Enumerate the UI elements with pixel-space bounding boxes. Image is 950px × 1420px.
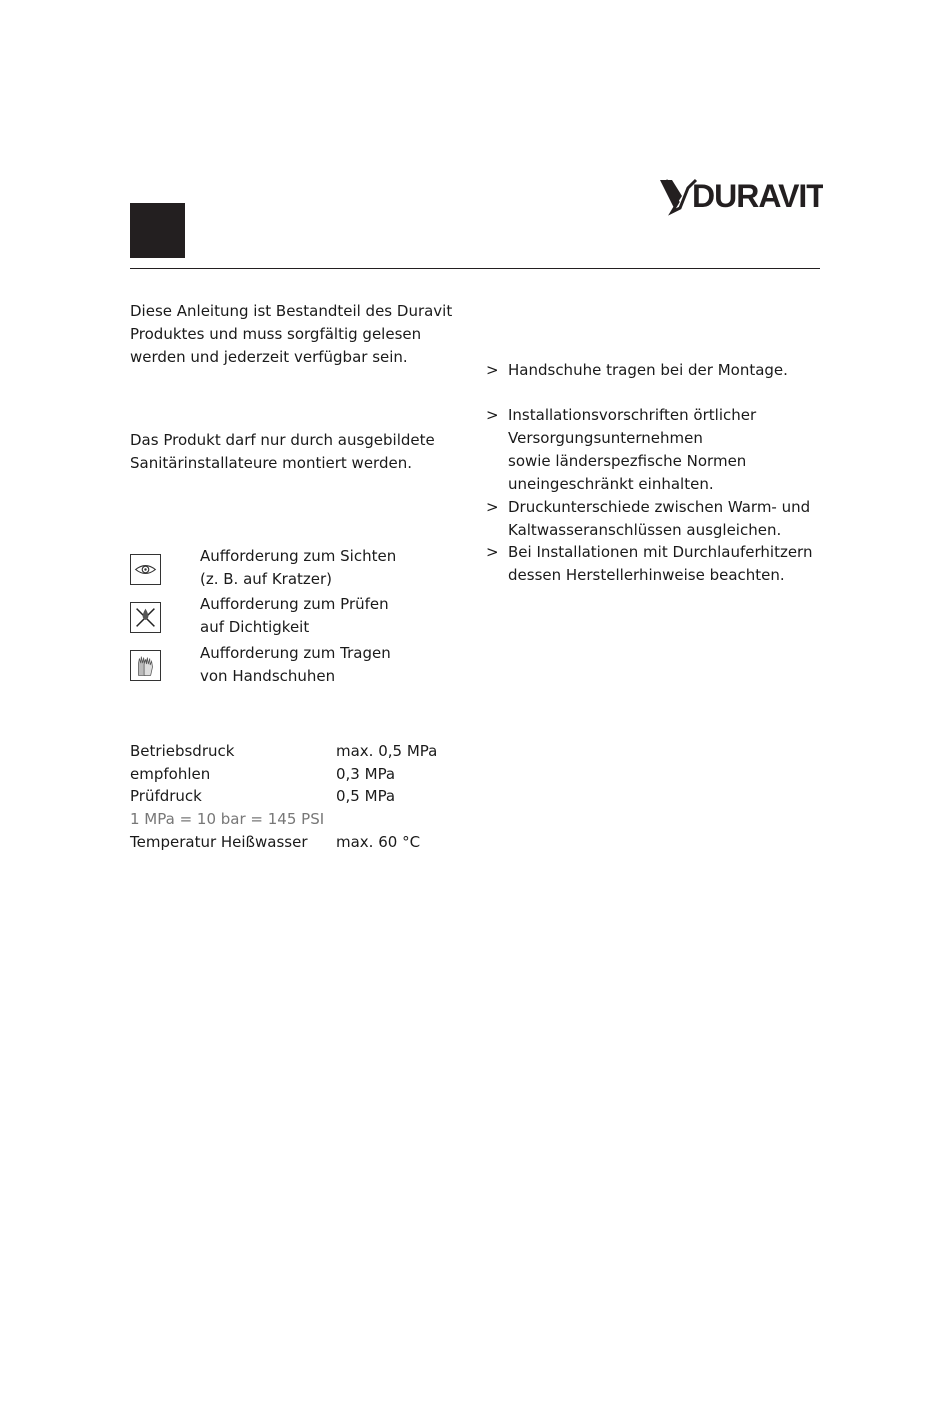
spec-value-hot-water-temp: max. 60 °C [336,833,421,851]
instruction-text: Druckunterschiede zwischen Warm- und Kaltwasseranschlüssen ausgleichen. [508,498,811,539]
list-marker: > [486,498,499,516]
spec-value-operating-pressure: max. 0,5 MPa [336,742,438,760]
spec-label-recommended: empfohlen [130,765,211,783]
spec-label-hot-water-temp: Temperatur Heißwasser [130,833,308,851]
instruction-text: Installationsvorschriften örtlicher Versorgungsunternehmen sowie länderspezfische Normen uneingeschränkt einhalten. [508,406,757,493]
spec-label-operating-pressure: Betriebsdruck [130,742,235,760]
list-marker: > [486,543,499,561]
svg-text:DURAVIT: DURAVIT [692,178,823,214]
instruction-text: Handschuhe tragen bei der Montage. [508,361,788,379]
symbol-text-leak-test: Aufforderung zum Prüfen auf Dichtigkeit [200,595,389,636]
section-marker [130,203,185,258]
symbol-text-gloves: Aufforderung zum Tragen von Handschuhen [200,644,391,685]
spec-value-test-pressure: 0,5 MPa [336,787,396,805]
symbol-text-inspect: Aufforderung zum Sichten (z. B. auf Kratzer) [200,547,397,588]
intro-paragraph: Diese Anleitung ist Bestandteil des Duravit Produktes und muss sorgfältig gelesen werden und jederzeit verfügbar sein. [130,302,453,366]
header-divider [130,268,820,269]
spec-label-test-pressure: Prüfdruck [130,787,202,805]
pressure-conversion-note: 1 MPa = 10 bar = 145 PSI [130,810,325,828]
eye-icon [130,554,161,585]
instruction-text: Bei Installationen mit Durchlauferhitzern dessen Herstellerhinweise beachten. [508,543,813,584]
leak-test-icon [130,602,161,633]
duravit-logo [658,174,823,216]
spec-value-recommended: 0,3 MPa [336,765,396,783]
list-marker: > [486,406,499,424]
installer-paragraph: Das Produkt darf nur durch ausgebildete Sanitärinstallateure montiert werden. [130,431,435,472]
list-marker: > [486,361,499,379]
gloves-icon [130,650,161,681]
